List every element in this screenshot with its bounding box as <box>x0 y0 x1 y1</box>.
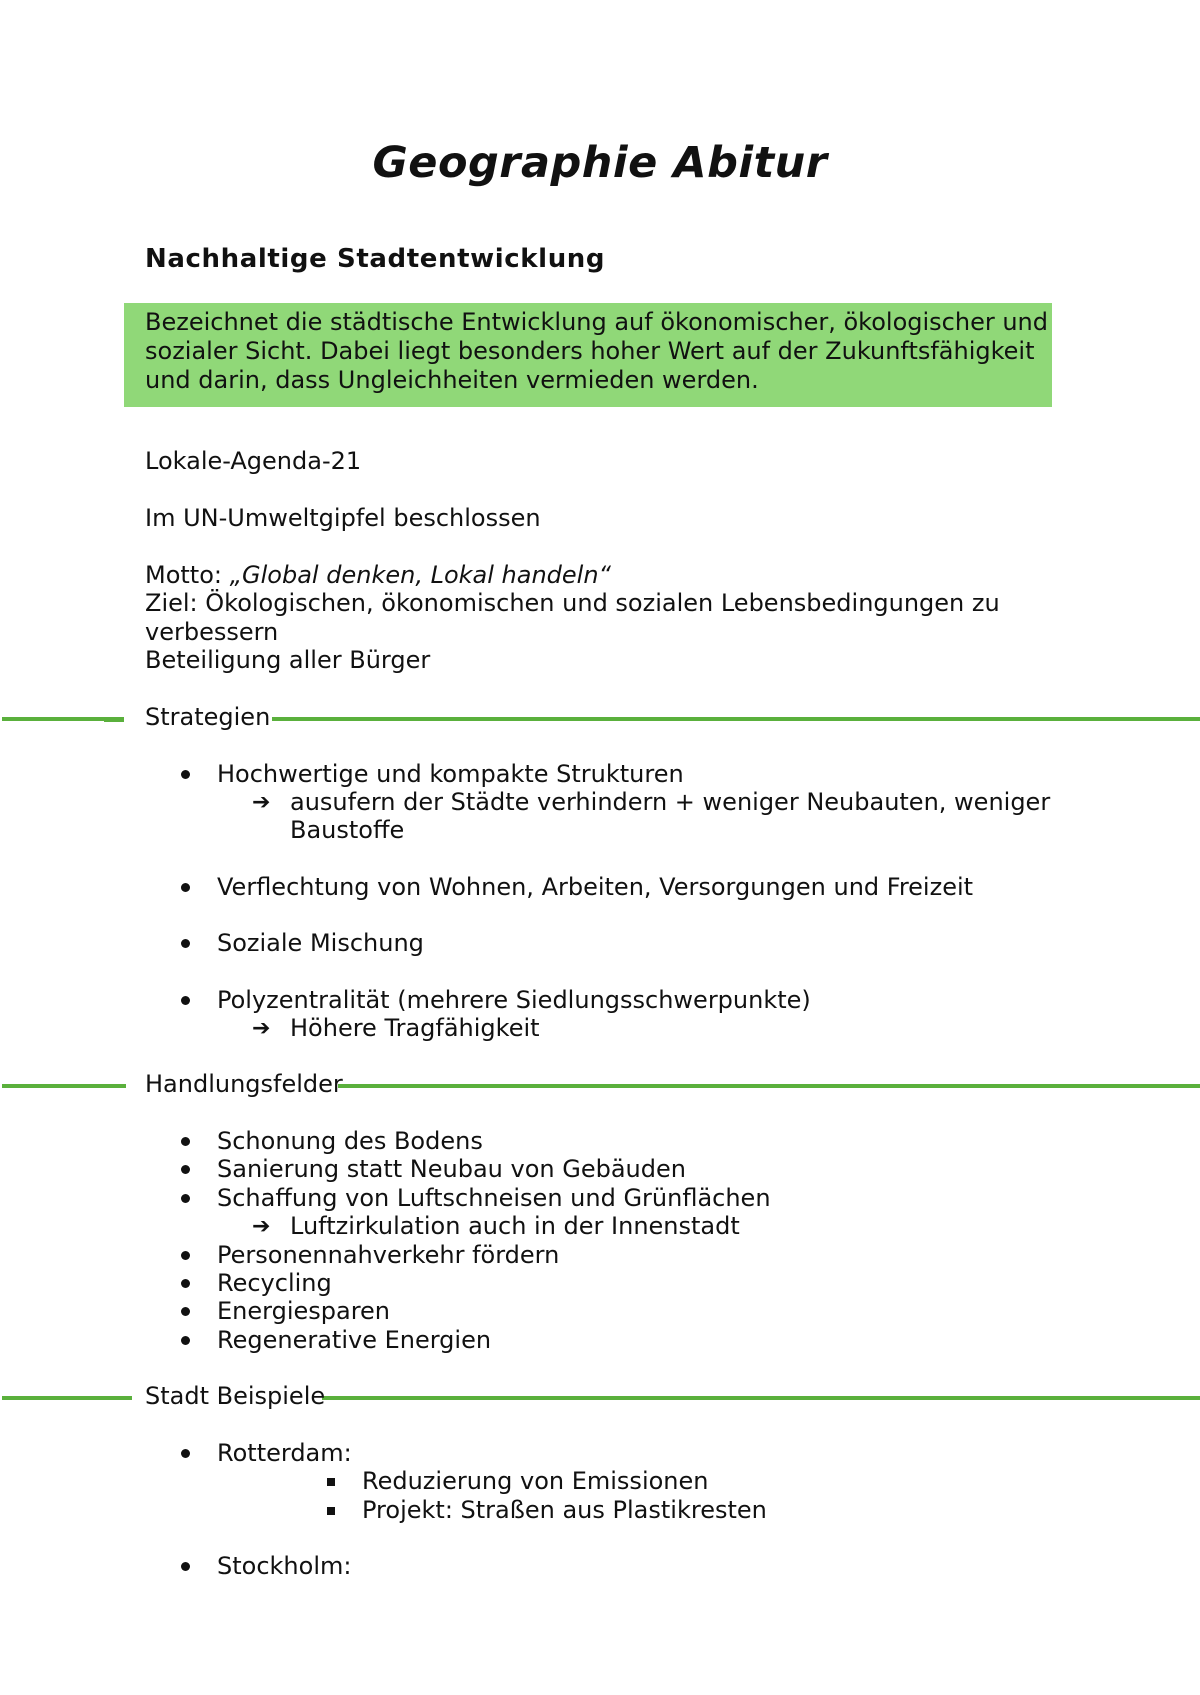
list-item <box>0 1297 1200 1326</box>
list-item-text: Regenerative Energien <box>217 1326 492 1354</box>
section-rule-left <box>2 1396 132 1400</box>
sub-list-item <box>0 1467 1200 1496</box>
bullet-icon <box>181 770 190 779</box>
bullet-icon <box>181 1562 190 1571</box>
section-title: Nachhaltige Stadtentwicklung <box>145 244 606 274</box>
list-item-text: Energiesparen <box>217 1297 391 1325</box>
agenda-motto <box>145 561 611 590</box>
list-item <box>0 1155 1200 1184</box>
arrow-item-continued <box>0 816 1200 845</box>
agenda-goal-line2: verbessern <box>145 618 279 646</box>
arrow-item <box>0 1212 1200 1241</box>
bullet-icon <box>181 939 190 948</box>
arrow-right-icon: ➔ <box>252 1214 271 1239</box>
agenda-participation: Beteiligung aller Bürger <box>145 646 431 674</box>
list-item <box>0 1269 1200 1298</box>
definition-text: Bezeichnet die städtische Entwicklung auf ökonomischer, ökologischer und sozialer Sicht. Dabei liegt besonders hoher Wert auf der Zukunftsfähigkeit und darin, dass Ungleichheiten vermieden werden. <box>145 308 1048 394</box>
agenda-decision: Im UN-Umweltgipfel beschlossen <box>145 504 541 532</box>
list-item <box>0 1326 1200 1355</box>
bullet-icon <box>181 1251 190 1260</box>
list-item <box>0 929 1200 958</box>
arrow-item-text: Höhere Tragfähigkeit <box>290 1014 540 1042</box>
list-item-text: Soziale Mischung <box>217 929 424 957</box>
bullet-icon <box>181 883 190 892</box>
list-item <box>0 1127 1200 1156</box>
list-item-text: Recycling <box>217 1269 332 1297</box>
square-bullet-icon <box>327 1507 335 1515</box>
list-item <box>0 1552 1200 1581</box>
definition-highlight-box <box>124 303 1052 407</box>
arrow-item-text: Luftzirkulation auch in der Innenstadt <box>290 1212 740 1240</box>
section-rule-right <box>322 1396 1200 1400</box>
list-item-text: Sanierung statt Neubau von Gebäuden <box>217 1155 686 1183</box>
list-item-text: Schonung des Bodens <box>217 1127 483 1155</box>
arrow-item-text: Baustoffe <box>290 816 405 844</box>
section-rule-right <box>272 717 1200 721</box>
bullet-icon <box>181 1165 190 1174</box>
list-item-text: Polyzentralität (mehrere Siedlungsschwerpunkte) <box>217 986 811 1014</box>
list-item <box>0 986 1200 1015</box>
bullet-icon <box>181 1307 190 1316</box>
list-item <box>0 760 1200 789</box>
arrow-item <box>0 788 1200 817</box>
examples-heading: Stadt Beispiele <box>145 1382 326 1410</box>
list-item-text: Hochwertige und kompakte Strukturen <box>217 760 684 788</box>
list-item-text: Schaffung von Luftschneisen und Grünflächen <box>217 1184 771 1212</box>
section-rule-right <box>338 1084 1200 1088</box>
arrow-item-text: ausufern der Städte verhindern + weniger Neubauten, weniger <box>290 788 1051 816</box>
sub-list-item-text: Reduzierung von Emissionen <box>362 1467 709 1495</box>
list-item-text: Verflechtung von Wohnen, Arbeiten, Versorgungen und Freizeit <box>217 873 974 901</box>
bullet-icon <box>181 1137 190 1146</box>
motto-text: „Global denken, Lokal handeln“ <box>229 561 611 589</box>
motto-label: Motto: <box>145 561 230 589</box>
list-item-text: Personennahverkehr fördern <box>217 1241 560 1269</box>
list-item <box>0 1184 1200 1213</box>
bullet-icon <box>181 1449 190 1458</box>
list-item <box>0 873 1200 902</box>
list-item <box>0 1439 1200 1468</box>
bullet-icon <box>181 1194 190 1203</box>
bullet-icon <box>181 1336 190 1345</box>
fields-heading: Handlungsfelder <box>145 1070 343 1098</box>
bullet-icon <box>181 996 190 1005</box>
section-rule-tick <box>104 719 124 722</box>
agenda-name: Lokale-Agenda-21 <box>145 447 362 475</box>
section-rule-left <box>2 1084 126 1088</box>
list-item-text: Stockholm: <box>217 1552 352 1580</box>
arrow-item <box>0 1014 1200 1043</box>
list-item-text: Rotterdam: <box>217 1439 352 1467</box>
agenda-goal-line1: Ziel: Ökologischen, ökonomischen und sozialen Lebensbedingungen zu <box>145 589 1000 617</box>
sub-list-item <box>0 1496 1200 1525</box>
arrow-right-icon: ➔ <box>252 1016 271 1041</box>
document-title: Geographie Abitur <box>372 138 828 188</box>
sub-list-item-text: Projekt: Straßen aus Plastikresten <box>362 1496 767 1524</box>
list-item <box>0 1241 1200 1270</box>
arrow-right-icon: ➔ <box>252 790 271 815</box>
strategies-heading: Strategien <box>145 703 271 731</box>
square-bullet-icon <box>327 1478 335 1486</box>
bullet-icon <box>181 1279 190 1288</box>
